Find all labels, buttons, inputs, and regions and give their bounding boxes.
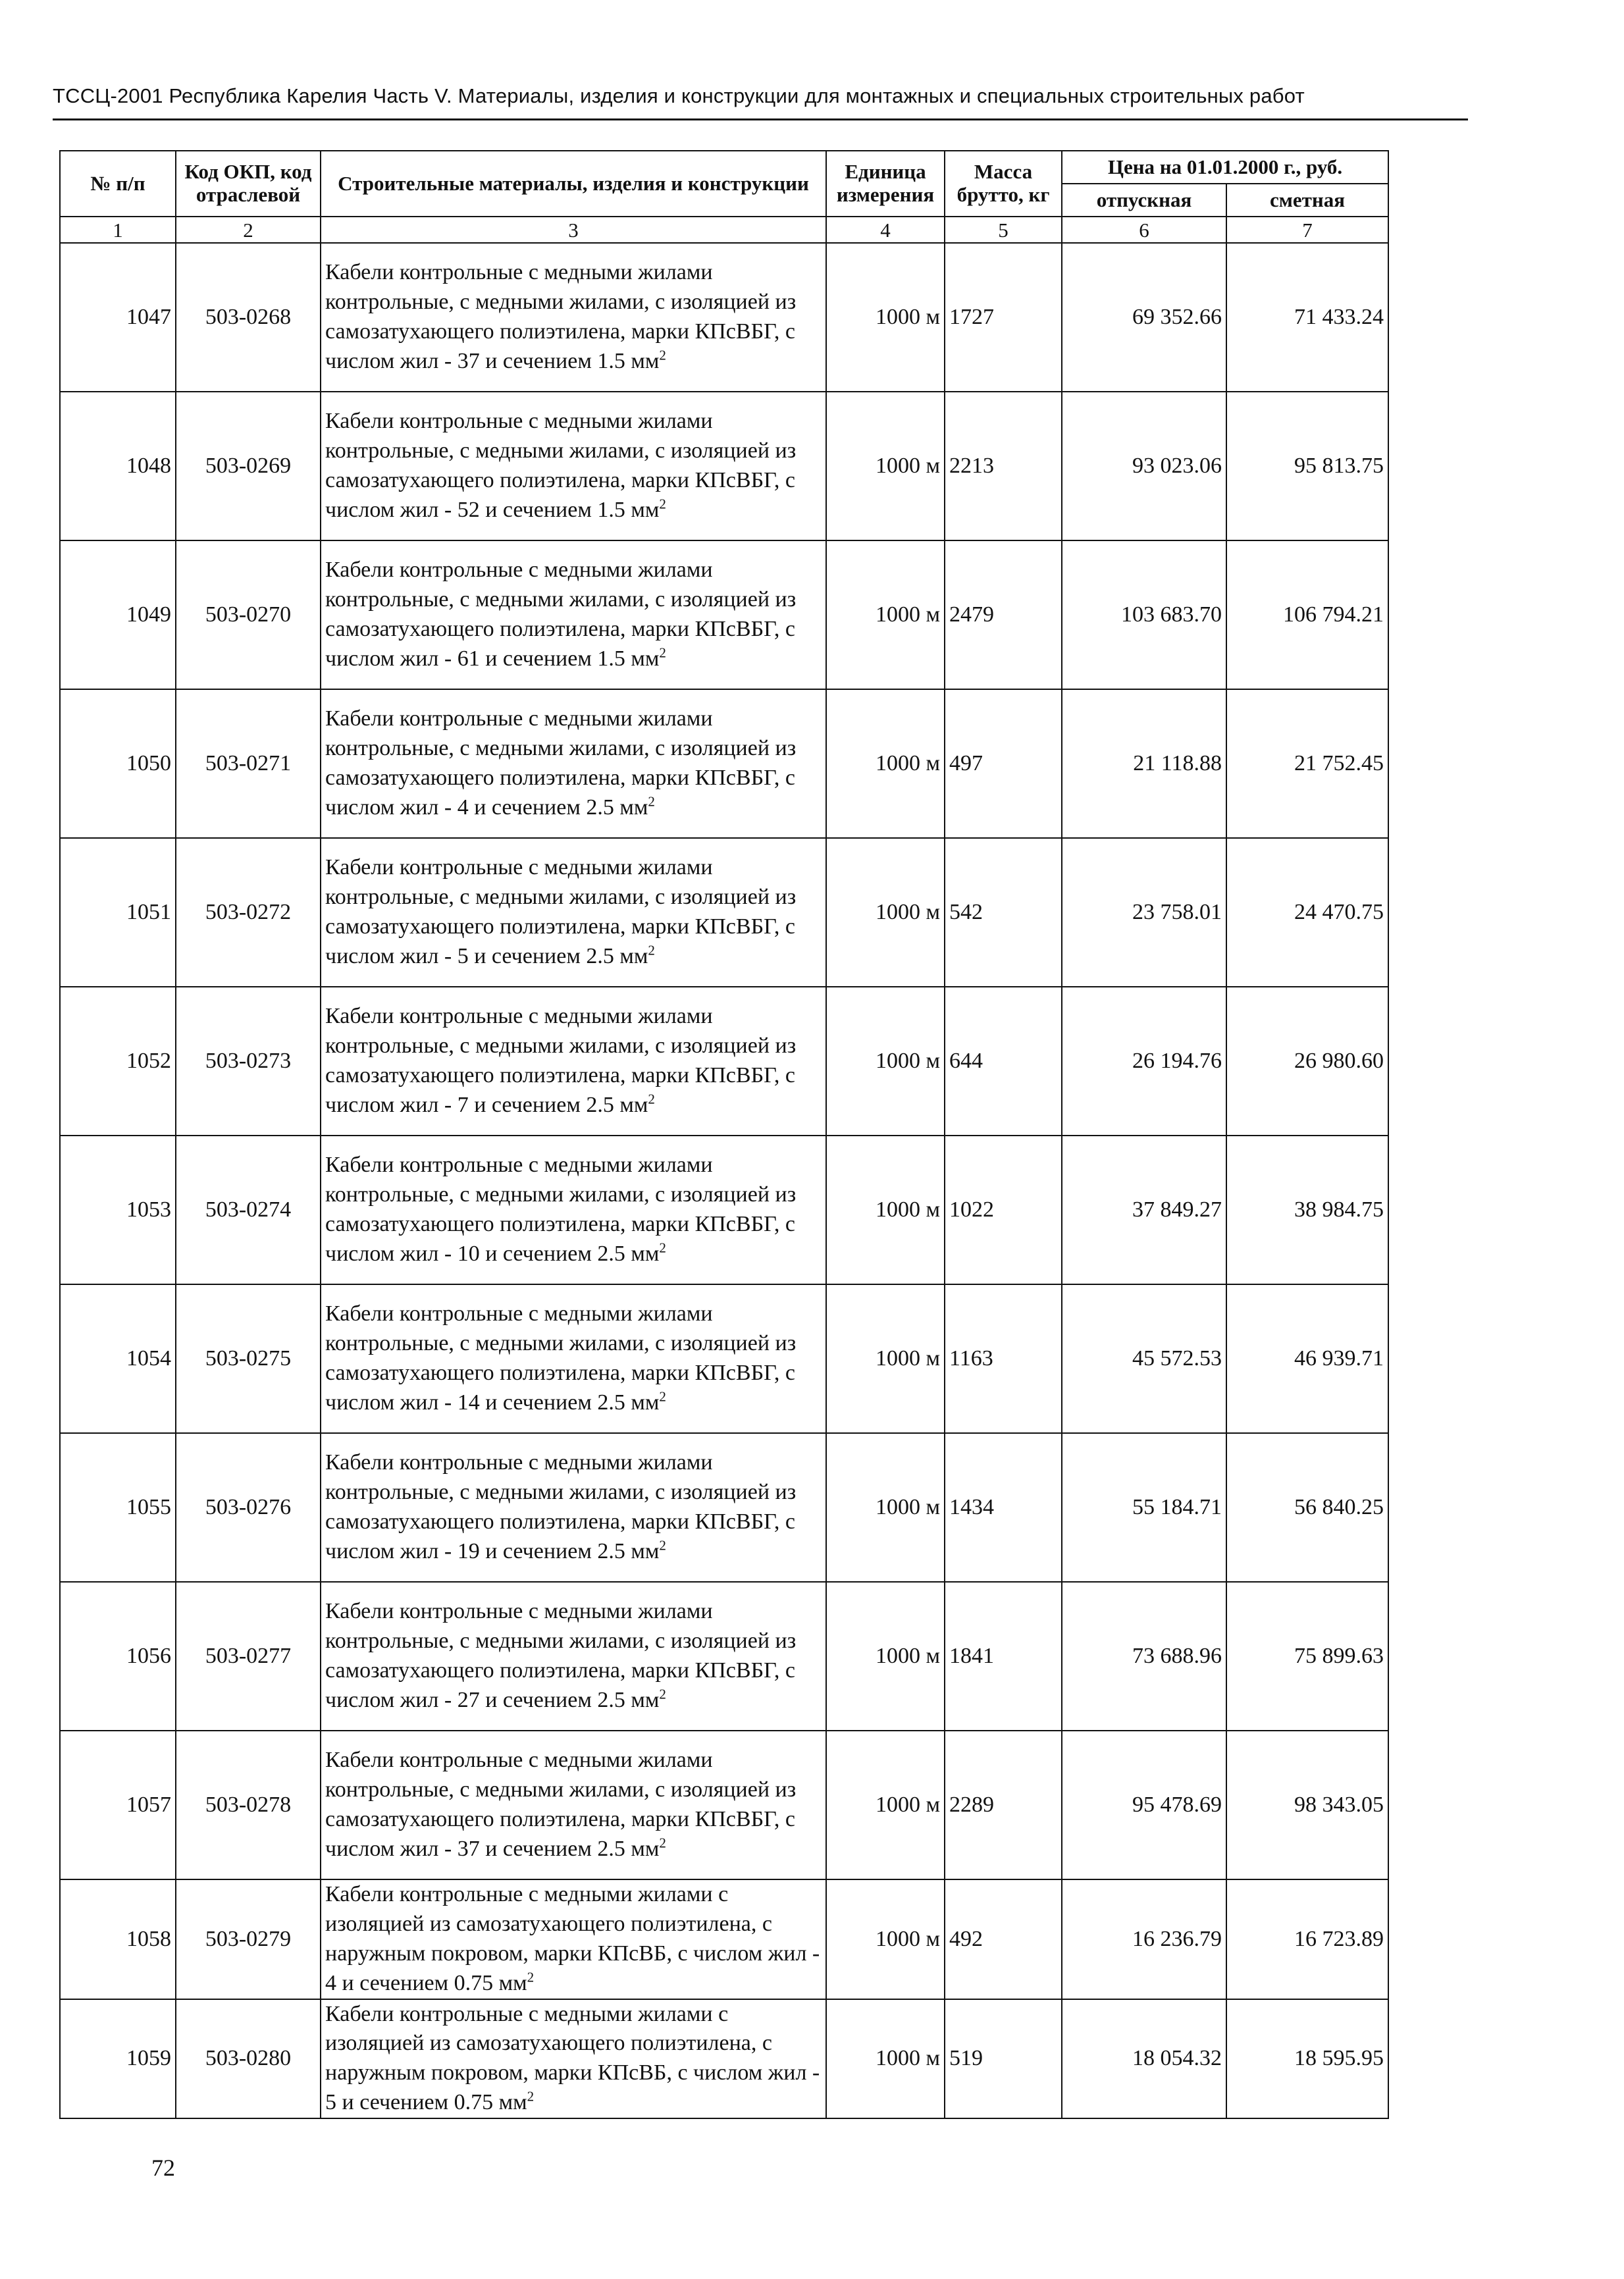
row-description-text: Кабели контрольные с медными жилами с изоляцией из самозатухающего полиэтилена, с наружным покровом, марки КПсВБ, с числом жил - 5 и сечением 0.75 мм (325, 2001, 820, 2115)
row-mass (945, 1284, 1062, 1433)
row-number (60, 1999, 176, 2119)
row-description-text: Кабели контрольные с медными жилами контрольные, с медными жилами, с изоляцией из самозатухающего полиэтилена, марки КПсВБГ, с числом жил - 37 и сечением 1.5 мм (325, 260, 797, 373)
row-number (60, 1136, 176, 1284)
row-unit (826, 838, 945, 987)
row-mass (945, 1136, 1062, 1284)
row-price-release-text: 95 478.69 (1132, 1793, 1222, 1817)
row-unit-text: 1000 м (875, 751, 940, 775)
unit-superscript: 2 (527, 2088, 535, 2105)
table-row (60, 987, 1388, 1136)
row-price-release-text: 21 118.88 (1133, 751, 1222, 775)
column-header-price-estimate: сметная (1226, 184, 1388, 217)
row-code (176, 243, 321, 392)
row-number-text: 1056 (126, 1644, 171, 1668)
row-price-release (1062, 838, 1226, 987)
row-mass (945, 540, 1062, 689)
row-price-estimate-text: 21 752.45 (1294, 751, 1384, 775)
row-unit (826, 392, 945, 540)
table-body (60, 243, 1388, 2118)
row-unit-text: 1000 м (875, 1644, 940, 1668)
price-table (59, 150, 1389, 2119)
row-number (60, 392, 176, 540)
unit-superscript: 2 (659, 1686, 666, 1702)
row-code (176, 838, 321, 987)
row-mass (945, 1582, 1062, 1731)
row-code (176, 1999, 321, 2119)
row-price-release-text: 37 849.27 (1132, 1197, 1222, 1222)
row-description-text: Кабели контрольные с медными жилами контрольные, с медными жилами, с изоляцией из самозатухающего полиэтилена, марки КПсВБГ, с числом жил - 61 и сечением 1.5 мм (325, 558, 797, 671)
row-mass-text: 1022 (949, 1197, 994, 1222)
row-description (321, 689, 826, 838)
row-number-text: 1051 (126, 900, 171, 924)
row-code-text: 503-0277 (205, 1644, 292, 1668)
row-price-release-text: 18 054.32 (1132, 2046, 1222, 2071)
row-price-estimate (1226, 1284, 1388, 1433)
row-code (176, 689, 321, 838)
row-mass-text: 497 (949, 751, 983, 775)
row-description (321, 1999, 826, 2119)
row-code-text: 503-0269 (205, 454, 292, 478)
row-mass-text: 1434 (949, 1495, 994, 1519)
row-mass-text: 492 (949, 1926, 983, 1951)
row-number (60, 1284, 176, 1433)
row-price-release-text: 69 352.66 (1132, 305, 1222, 329)
row-price-estimate-text: 98 343.05 (1294, 1793, 1384, 1817)
table-row (60, 689, 1388, 838)
row-price-release (1062, 243, 1226, 392)
row-unit (826, 1284, 945, 1433)
row-mass (945, 689, 1062, 838)
row-unit-text: 1000 м (875, 1346, 940, 1371)
row-price-release (1062, 1999, 1226, 2119)
row-price-estimate (1226, 1999, 1388, 2119)
row-code (176, 1879, 321, 1999)
row-code-text: 503-0278 (205, 1793, 292, 1817)
row-description-text: Кабели контрольные с медными жилами контрольные, с медными жилами, с изоляцией из самозатухающего полиэтилена, марки КПсВБГ, с числом жил - 52 и сечением 1.5 мм (325, 409, 797, 522)
row-code-text: 503-0274 (205, 1197, 292, 1222)
row-mass (945, 1879, 1062, 1999)
page-header-title: ТССЦ-2001 Республика Карелия Часть V. Материалы, изделия и конструкции для монтажных и специальных строительных работ (53, 84, 1305, 107)
column-header-price-release: отпускная (1062, 184, 1226, 217)
row-mass (945, 1433, 1062, 1582)
row-number (60, 838, 176, 987)
row-description-text: Кабели контрольные с медными жилами контрольные, с медными жилами, с изоляцией из самозатухающего полиэтилена, марки КПсВБГ, с числом жил - 10 и сечением 2.5 мм (325, 1153, 797, 1266)
table-row (60, 392, 1388, 540)
row-number (60, 243, 176, 392)
row-price-release (1062, 1433, 1226, 1582)
row-unit-text: 1000 м (875, 1793, 940, 1817)
row-mass (945, 1731, 1062, 1879)
row-mass-text: 2479 (949, 602, 994, 627)
row-number-text: 1048 (126, 454, 171, 478)
row-mass-text: 519 (949, 2046, 983, 2071)
row-description-text: Кабели контрольные с медными жилами контрольные, с медными жилами, с изоляцией из самозатухающего полиэтилена, марки КПсВБГ, с числом жил - 27 и сечением 2.5 мм (325, 1599, 797, 1712)
row-price-release-text: 103 683.70 (1121, 602, 1222, 627)
row-description (321, 1731, 826, 1879)
column-number: 6 (1062, 217, 1226, 243)
column-header-mass: Масса брутто, кг (945, 151, 1062, 217)
row-number-text: 1050 (126, 751, 171, 775)
unit-superscript: 2 (648, 793, 655, 810)
row-number (60, 987, 176, 1136)
row-mass (945, 987, 1062, 1136)
row-code-text: 503-0271 (205, 751, 292, 775)
row-unit-text: 1000 м (875, 454, 940, 478)
row-code (176, 1136, 321, 1284)
row-unit (826, 987, 945, 1136)
row-unit-text: 1000 м (875, 305, 940, 329)
row-code (176, 1433, 321, 1582)
row-mass-text: 1841 (949, 1644, 994, 1668)
row-price-estimate-text: 26 980.60 (1294, 1049, 1384, 1073)
row-description-text: Кабели контрольные с медными жилами контрольные, с медными жилами, с изоляцией из самозатухающего полиэтилена, марки КПсВБГ, с числом жил - 5 и сечением 2.5 мм (325, 855, 797, 968)
row-price-estimate (1226, 243, 1388, 392)
row-number (60, 1731, 176, 1879)
table-row (60, 838, 1388, 987)
row-unit-text: 1000 м (875, 2046, 940, 2071)
row-number (60, 1433, 176, 1582)
row-number (60, 540, 176, 689)
row-code-text: 503-0275 (205, 1346, 292, 1371)
table-row (60, 1433, 1388, 1582)
row-unit-text: 1000 м (875, 1495, 940, 1519)
row-number-text: 1055 (126, 1495, 171, 1519)
row-mass-text: 644 (949, 1049, 983, 1073)
row-unit (826, 689, 945, 838)
row-description (321, 540, 826, 689)
row-unit (826, 1731, 945, 1879)
row-price-estimate (1226, 1879, 1388, 1999)
row-unit (826, 540, 945, 689)
column-header-unit: Единица измерения (826, 151, 945, 217)
row-unit (826, 1433, 945, 1582)
row-price-estimate-text: 18 595.95 (1294, 2046, 1384, 2071)
row-mass (945, 838, 1062, 987)
column-header-desc: Строительные материалы, изделия и конструкции (321, 151, 826, 217)
row-price-release-text: 23 758.01 (1132, 900, 1222, 924)
row-mass (945, 392, 1062, 540)
row-code-text: 503-0280 (205, 2046, 292, 2071)
unit-superscript: 2 (659, 644, 666, 661)
row-description-text: Кабели контрольные с медными жилами контрольные, с медными жилами, с изоляцией из самозатухающего полиэтилена, марки КПсВБГ, с числом жил - 14 и сечением 2.5 мм (325, 1301, 797, 1415)
row-mass-text: 1163 (949, 1346, 993, 1371)
row-description (321, 1433, 826, 1582)
row-price-release-text: 16 236.79 (1132, 1926, 1222, 1951)
row-price-release (1062, 540, 1226, 689)
unit-superscript: 2 (527, 1969, 535, 1985)
row-unit (826, 1136, 945, 1284)
row-code (176, 1582, 321, 1731)
row-price-release (1062, 1731, 1226, 1879)
table-row (60, 540, 1388, 689)
row-price-estimate (1226, 838, 1388, 987)
row-price-estimate (1226, 987, 1388, 1136)
table-header-row (60, 151, 1388, 184)
table-row (60, 1284, 1388, 1433)
column-number: 7 (1226, 217, 1388, 243)
row-price-estimate (1226, 1582, 1388, 1731)
row-unit-text: 1000 м (875, 1197, 940, 1222)
row-code (176, 392, 321, 540)
row-description-text: Кабели контрольные с медными жилами с изоляцией из самозатухающего полиэтилена, с наружным покровом, марки КПсВБ, с числом жил - 4 и сечением 0.75 мм (325, 1882, 820, 1995)
row-unit-text: 1000 м (875, 602, 940, 627)
column-number: 4 (826, 217, 945, 243)
unit-superscript: 2 (659, 347, 666, 363)
row-description-text: Кабели контрольные с медными жилами контрольные, с медными жилами, с изоляцией из самозатухающего полиэтилена, марки КПсВБГ, с числом жил - 4 и сечением 2.5 мм (325, 706, 797, 820)
row-unit (826, 1999, 945, 2119)
row-unit (826, 1582, 945, 1731)
row-unit (826, 1879, 945, 1999)
row-number-text: 1053 (126, 1197, 171, 1222)
row-mass-text: 2289 (949, 1793, 994, 1817)
row-price-release-text: 73 688.96 (1132, 1644, 1222, 1668)
row-price-estimate (1226, 1136, 1388, 1284)
row-price-estimate (1226, 540, 1388, 689)
row-number-text: 1059 (126, 2046, 171, 2071)
row-description (321, 838, 826, 987)
row-number-text: 1057 (126, 1793, 171, 1817)
row-description (321, 392, 826, 540)
row-price-release-text: 45 572.53 (1132, 1346, 1222, 1371)
table-row (60, 243, 1388, 392)
table-row (60, 1136, 1388, 1284)
unit-superscript: 2 (648, 942, 655, 958)
unit-superscript: 2 (659, 1240, 666, 1256)
row-description-text: Кабели контрольные с медными жилами контрольные, с медными жилами, с изоляцией из самозатухающего полиэтилена, марки КПсВБГ, с числом жил - 7 и сечением 2.5 мм (325, 1004, 797, 1117)
row-price-estimate-text: 106 794.21 (1283, 602, 1384, 627)
row-number-text: 1047 (126, 305, 171, 329)
row-price-estimate (1226, 1731, 1388, 1879)
row-code-text: 503-0270 (205, 602, 292, 627)
row-description (321, 1582, 826, 1731)
unit-superscript: 2 (659, 1835, 666, 1851)
header-divider (53, 118, 1468, 120)
row-mass (945, 243, 1062, 392)
row-price-estimate-text: 75 899.63 (1294, 1644, 1384, 1668)
row-mass (945, 1999, 1062, 2119)
row-price-estimate-text: 46 939.71 (1294, 1346, 1384, 1371)
row-code-text: 503-0279 (205, 1926, 292, 1951)
row-number-text: 1054 (126, 1346, 171, 1371)
unit-superscript: 2 (659, 1537, 666, 1554)
row-description (321, 243, 826, 392)
column-number-row (60, 217, 1388, 243)
row-price-estimate-text: 24 470.75 (1294, 900, 1384, 924)
row-price-release (1062, 689, 1226, 838)
table-row (60, 1999, 1388, 2119)
table-row (60, 1731, 1388, 1879)
row-price-estimate (1226, 689, 1388, 838)
row-price-estimate-text: 56 840.25 (1294, 1495, 1384, 1519)
row-unit-text: 1000 м (875, 1926, 940, 1951)
row-number (60, 1879, 176, 1999)
column-header-num: № п/п (60, 151, 176, 217)
page-number: 72 (151, 2155, 175, 2181)
row-code (176, 540, 321, 689)
row-number-text: 1052 (126, 1049, 171, 1073)
row-price-release (1062, 392, 1226, 540)
row-number (60, 1582, 176, 1731)
row-mass-text: 542 (949, 900, 983, 924)
row-code (176, 1284, 321, 1433)
column-number: 1 (60, 217, 176, 243)
unit-superscript: 2 (659, 1388, 666, 1405)
row-number-text: 1058 (126, 1926, 171, 1951)
row-number-text: 1049 (126, 602, 171, 627)
row-price-estimate-text: 71 433.24 (1294, 305, 1384, 329)
row-price-release (1062, 1284, 1226, 1433)
column-number: 5 (945, 217, 1062, 243)
row-description (321, 987, 826, 1136)
row-price-estimate-text: 16 723.89 (1294, 1926, 1384, 1951)
row-price-estimate-text: 95 813.75 (1294, 454, 1384, 478)
row-code-text: 503-0273 (205, 1049, 292, 1073)
table-row (60, 1582, 1388, 1731)
row-code-text: 503-0268 (205, 305, 292, 329)
row-code-text: 503-0272 (205, 900, 292, 924)
row-unit (826, 243, 945, 392)
column-number: 2 (176, 217, 321, 243)
row-price-estimate (1226, 392, 1388, 540)
unit-superscript: 2 (648, 1091, 655, 1107)
row-price-estimate (1226, 1433, 1388, 1582)
row-description-text: Кабели контрольные с медными жилами контрольные, с медными жилами, с изоляцией из самозатухающего полиэтилена, марки КПсВБГ, с числом жил - 37 и сечением 2.5 мм (325, 1748, 797, 1861)
row-price-release (1062, 1582, 1226, 1731)
row-unit-text: 1000 м (875, 900, 940, 924)
row-number (60, 689, 176, 838)
row-price-estimate-text: 38 984.75 (1294, 1197, 1384, 1222)
row-price-release (1062, 1879, 1226, 1999)
row-mass-text: 2213 (949, 454, 994, 478)
row-price-release (1062, 1136, 1226, 1284)
row-unit-text: 1000 м (875, 1049, 940, 1073)
row-price-release-text: 55 184.71 (1132, 1495, 1222, 1519)
row-description-text: Кабели контрольные с медными жилами контрольные, с медными жилами, с изоляцией из самозатухающего полиэтилена, марки КПсВБГ, с числом жил - 19 и сечением 2.5 мм (325, 1450, 797, 1563)
unit-superscript: 2 (659, 496, 666, 512)
table-row (60, 1879, 1388, 1999)
row-description (321, 1284, 826, 1433)
row-code (176, 987, 321, 1136)
column-number: 3 (321, 217, 826, 243)
column-header-price-group: Цена на 01.01.2000 г., руб. (1062, 151, 1388, 184)
row-price-release (1062, 987, 1226, 1136)
row-description (321, 1879, 826, 1999)
row-description (321, 1136, 826, 1284)
row-mass-text: 1727 (949, 305, 994, 329)
column-header-code: Код ОКП, код отраслевой (176, 151, 321, 217)
row-code-text: 503-0276 (205, 1495, 292, 1519)
row-price-release-text: 93 023.06 (1132, 454, 1222, 478)
row-code (176, 1731, 321, 1879)
row-price-release-text: 26 194.76 (1132, 1049, 1222, 1073)
